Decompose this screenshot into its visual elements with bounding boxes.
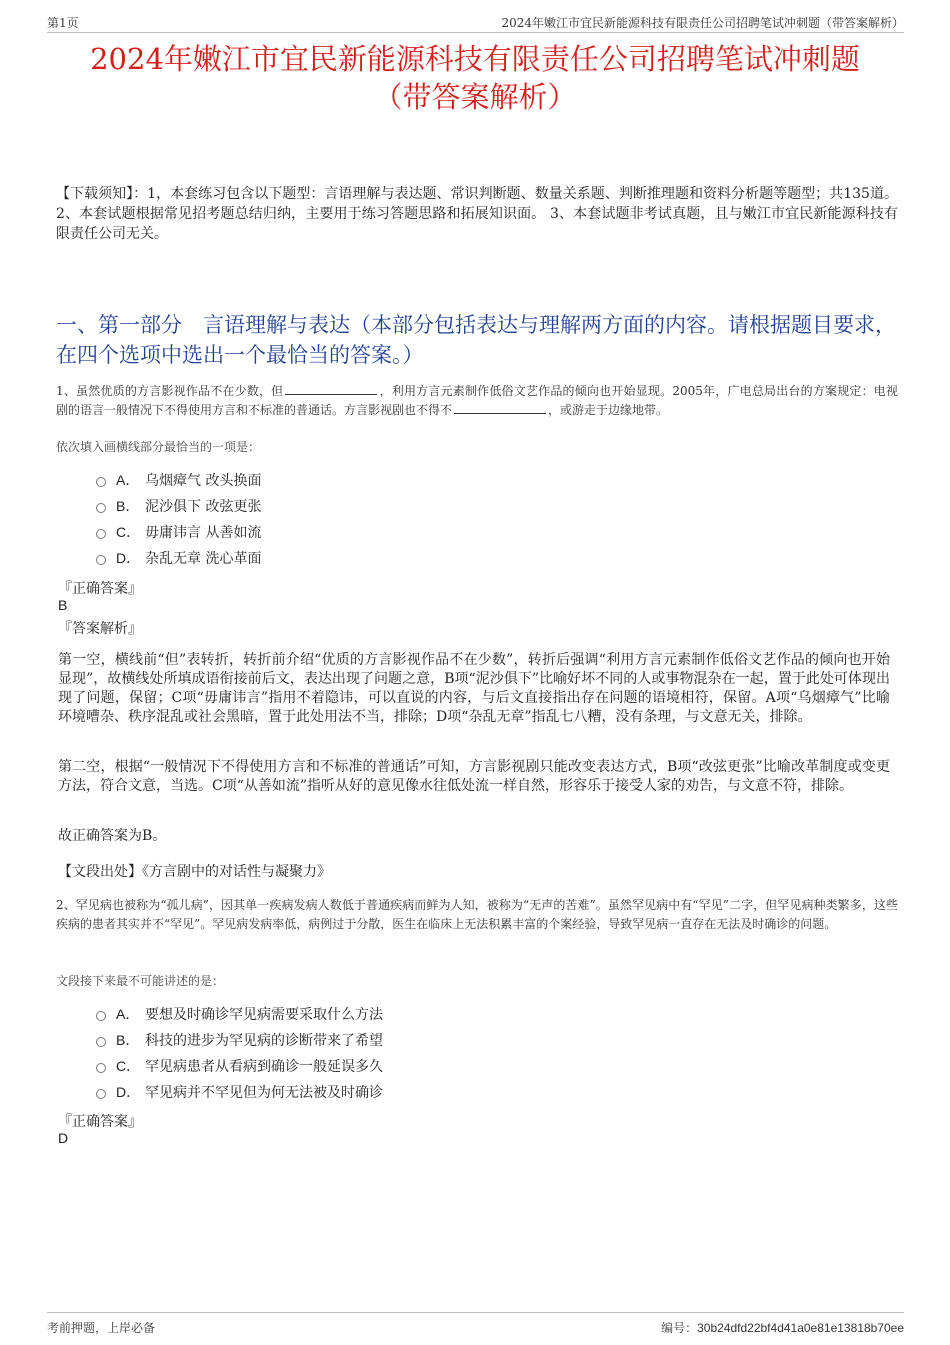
option-a[interactable]: A． 要想及时确诊罕见病需要采取什么方法	[96, 1001, 383, 1027]
option-d[interactable]: D． 杂乱无章 洗心革面	[96, 545, 261, 571]
answer-label: 『正确答案』	[58, 581, 142, 597]
document-title	[40, 40, 910, 116]
option-b[interactable]: B． 科技的进步为罕见病的诊断带来了希望	[96, 1027, 383, 1053]
title-line-2: （带答案解析）	[373, 80, 577, 114]
analysis-conclusion: 故正确答案为B。	[58, 828, 167, 844]
question-1-prompt: 依次填入画横线部分最恰当的一项是：	[56, 440, 261, 454]
analysis-label: 『答案解析』	[58, 621, 142, 637]
question-2-prompt: 文段接下来最不可能讲述的是：	[56, 974, 225, 988]
page-header	[47, 10, 904, 33]
radio-icon[interactable]	[96, 1063, 106, 1073]
radio-icon[interactable]	[96, 1011, 106, 1021]
radio-icon[interactable]	[96, 1037, 106, 1047]
header-doc-title: 2024年嫩江市宜民新能源科技有限责任公司招聘笔试冲刺题（带答案解析）	[501, 16, 904, 30]
download-notice: 【下载须知】：1，本套练习包含以下题型：言语理解与表达题、常识判断题、数量关系题、判断推理题和资料分析题等题型；共135道。 2、本套试题根据常见招考题总结归纳，主要用于练习答题思路和拓展知识面。 3、本套试题非考试真题，且与嫩江市宜民新能源科技有限责任公司无关。	[56, 186, 898, 242]
answer-value: D	[58, 1130, 69, 1146]
footer-code: 编号：30b24dfd22bf4d41a0e81e13818b70ee	[661, 1321, 904, 1335]
page-number: 第1页	[47, 16, 79, 30]
footer-slogan: 考前押题，上岸必备	[47, 1321, 156, 1335]
question-1-options	[96, 467, 261, 571]
option-d[interactable]: D． 罕见病并不罕见但为何无法被及时确诊	[96, 1079, 383, 1105]
page-footer	[47, 1312, 904, 1337]
question-2-options	[96, 1001, 383, 1105]
answer-label: 『正确答案』	[58, 1114, 142, 1130]
radio-icon[interactable]	[96, 1089, 106, 1099]
analysis-paragraph: 第一空，横线前“但”表转折，转折前介绍“优质的方言影视作品不在少数”，转折后强调“利用方言元素制作低俗文艺作品的倾向也开始显现”，故横线处所填成语衔接前后文，表达出现了问题之意，B项“泥沙俱下”比喻好坏不同的人或事物混杂在一起，置于此处可体现出现了问题，保留；C项“毋庸讳言”指用不着隐讳，可以直说的内容，与后文直接指出存在问题的语境相符，保留。A项“乌烟瘴气”比喻环境嘈杂、秩序混乱或社会黑暗，置于此处用法不当，排除；D项“杂乱无章”指乱七八糟，没有条理，与文意无关，排除。	[58, 652, 890, 725]
radio-icon[interactable]	[96, 503, 106, 513]
title-line-1: 2024年嫩江市宜民新能源科技有限责任公司招聘笔试冲刺题	[90, 42, 860, 76]
question-1-stem: 1、虽然优质的方言影视作品不在少数，但 ，利用方言元素制作低俗文艺作品的倾向也开始显现。2005年，广电总局出台的方案规定：电视剧的语言一般情况下不得使用方言和不标准的普通话。方言影视剧也不得不 ，或游走于边缘地带。	[56, 384, 899, 417]
option-a[interactable]: A． 乌烟瘴气 改头换面	[96, 467, 261, 493]
option-c[interactable]: C． 毋庸讳言 从善如流	[96, 519, 261, 545]
fill-blank-2	[454, 401, 546, 414]
analysis-paragraph: 第二空，根据“一般情况下不得使用方言和不标准的普通话”可知，方言影视剧只能改变表达方式，B项“改弦更张”比喻改革制度或变更方法，符合文意，当选。C项“从善如流”指听从好的意见像水往低处流一样自然，形容乐于接受人家的劝告，与文意不符，排除。	[58, 759, 890, 794]
option-c[interactable]: C． 罕见病患者从看病到确诊一般延误多久	[96, 1053, 383, 1079]
option-b[interactable]: B． 泥沙俱下 改弦更张	[96, 493, 261, 519]
radio-icon[interactable]	[96, 477, 106, 487]
radio-icon[interactable]	[96, 529, 106, 539]
question-2-stem: 2、罕见病也被称为“孤儿病”，因其单一疾病发病人数低于普通疾病而鲜为人知，被称为“无声的苦难”。虽然罕见病中有“罕见”二字，但罕见病种类繁多，这些疾病的患者其实并不“罕见”。罕见病发病率低，病例过于分散，医生在临床上无法积累丰富的个案经验，导致罕见病一直存在无法及时确诊的问题。	[56, 898, 898, 931]
fill-blank-1	[285, 382, 377, 395]
answer-value: B	[58, 597, 68, 613]
section-title: 一、第一部分 言语理解与表达（本部分包括表达与理解两方面的内容。请根据题目要求，在四个选项中选出一个最恰当的答案。）	[56, 313, 896, 367]
passage-source: 【文段出处】《方言剧中的对话性与凝聚力》	[58, 864, 331, 880]
radio-icon[interactable]	[96, 555, 106, 565]
